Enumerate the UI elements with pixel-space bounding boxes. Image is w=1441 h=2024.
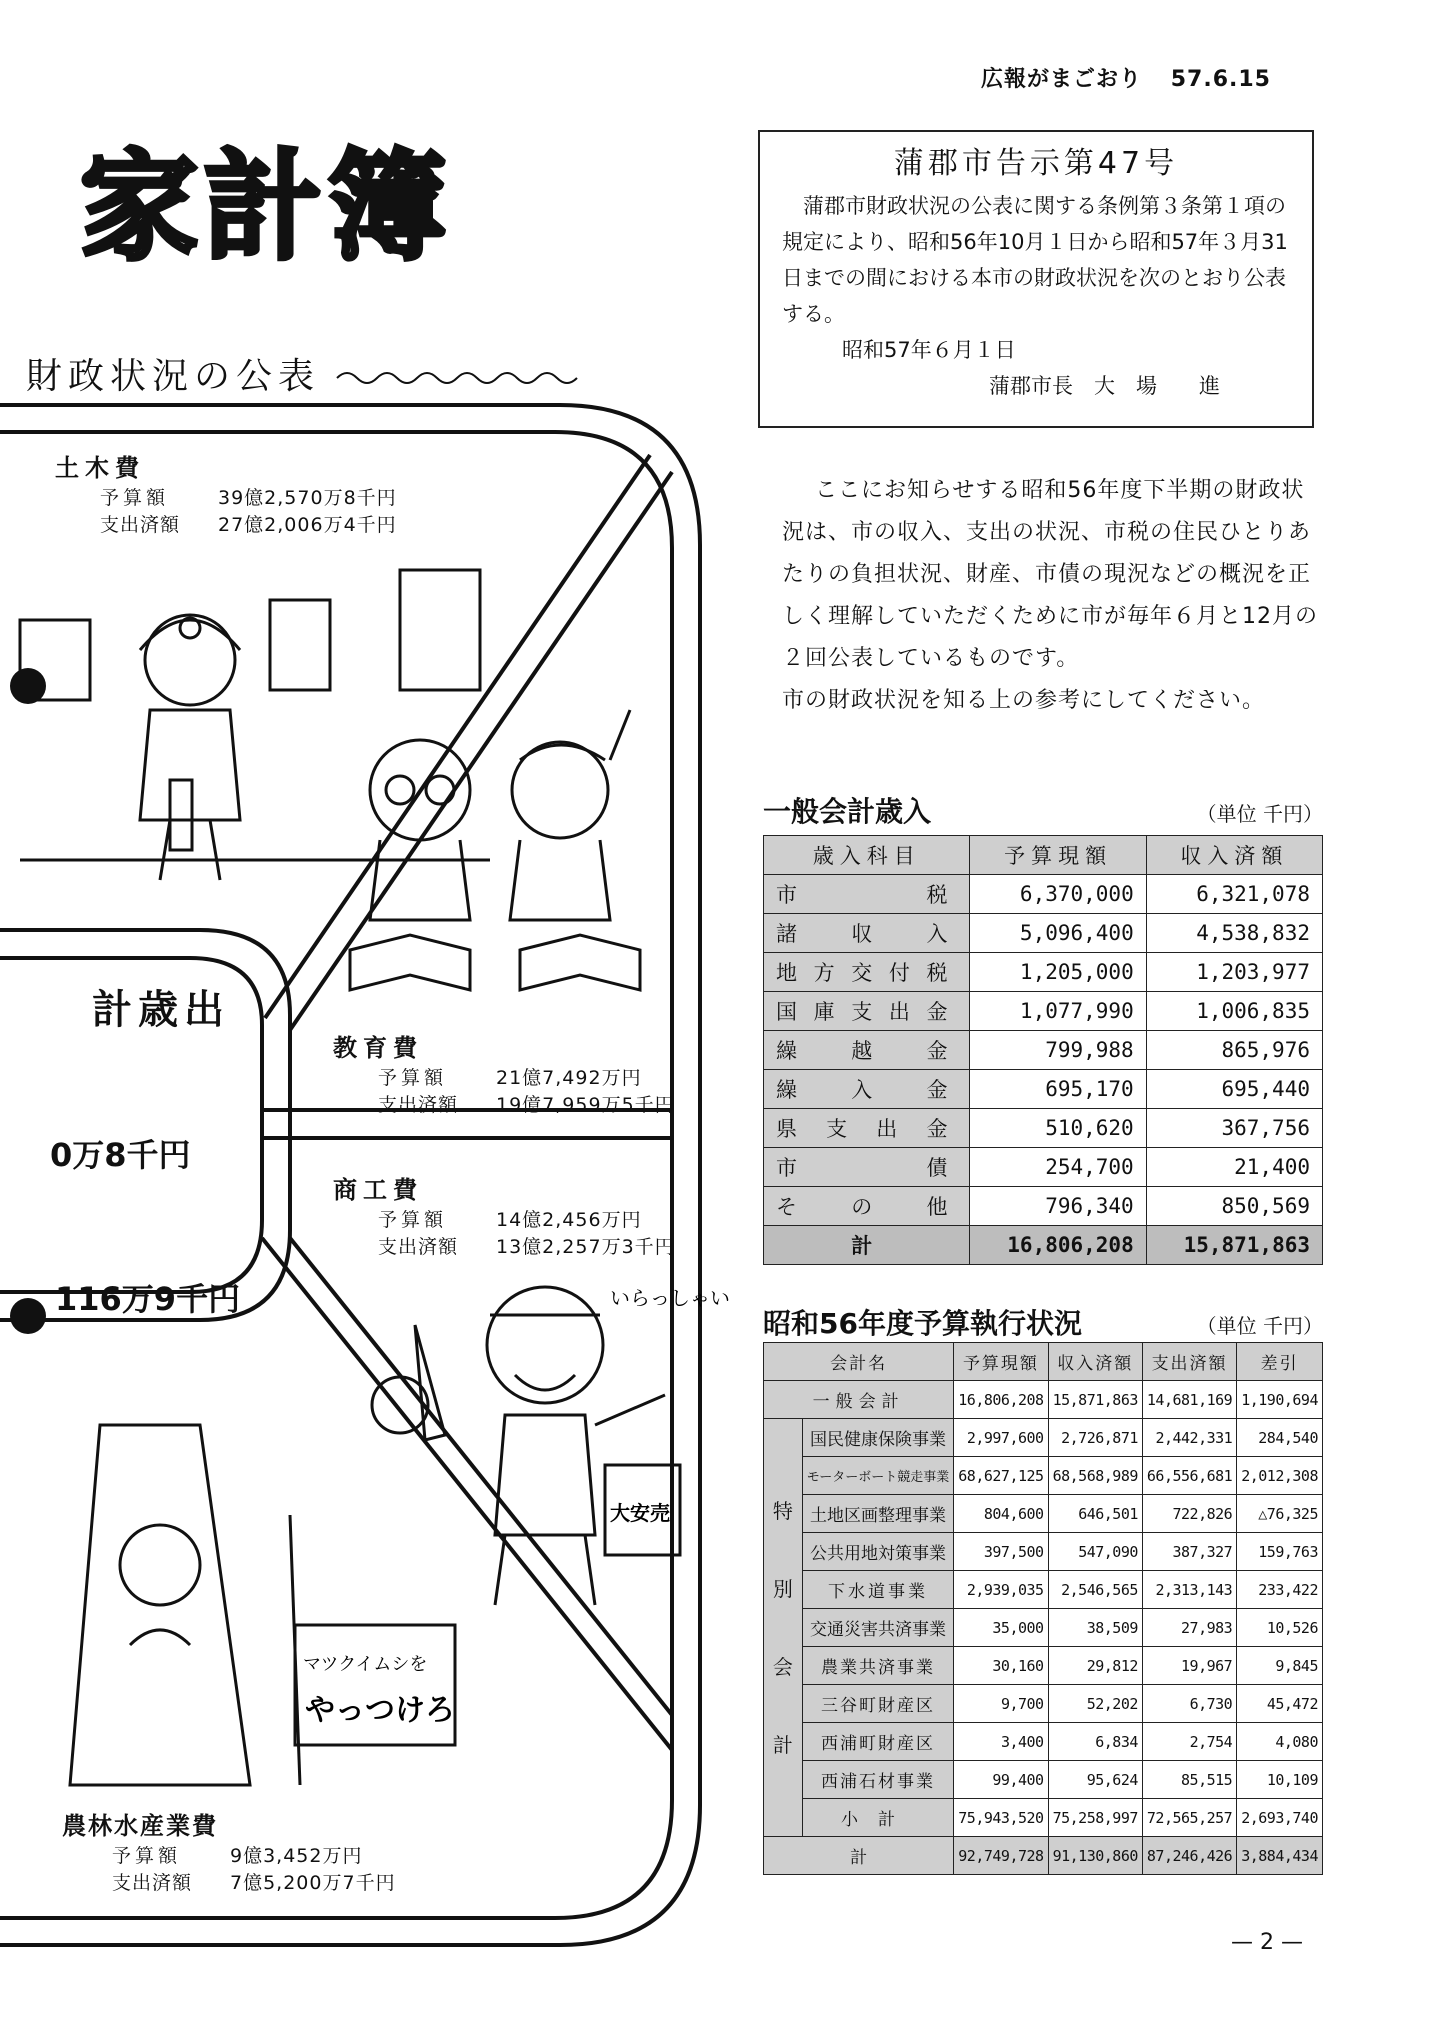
intro-paragraph-2: 市の財政状況を知る上の参考にしてください。 (782, 688, 1266, 713)
execution-table (763, 1342, 1323, 1875)
table-row: 下水道事業 2,939,035 2,546,565 2,313,143 233,422 (764, 1571, 1323, 1609)
table-row: 西浦町財産区 3,400 6,834 2,754 4,080 (764, 1723, 1323, 1761)
main-title: 家計簿 (80, 138, 453, 276)
table-row: 県支出金 510,620 367,756 (764, 1109, 1323, 1148)
masthead (981, 62, 1271, 93)
table-total-row: 計 16,806,208 15,871,863 (764, 1226, 1323, 1265)
column-header: 差引 (1237, 1343, 1323, 1381)
column-header: 会計名 (764, 1343, 954, 1381)
notice-body: 蒲郡市財政状況の公表に関する条例第３条第１項の規定により、昭和56年10月１日から昭和57年３月31日までの間における本市の財政状況を次のとおり公表する。 (782, 194, 1288, 326)
table-row: 三谷町財産区 9,700 52,202 6,730 45,472 (764, 1685, 1323, 1723)
notice-title: 蒲郡市告示第47号 (893, 146, 1179, 181)
revenue-heading (763, 790, 1323, 830)
subtitle: 財政状況の公表 (26, 348, 577, 399)
revenue-table (763, 835, 1323, 1265)
execution-heading (763, 1302, 1323, 1342)
category-norin: 農林水産業費 予算額 9億3,452万円 支出済額 7億5,200万7千円 (62, 1806, 396, 1895)
execution-title: 昭和56年度予算執行状況 (763, 1307, 1082, 1340)
column-header: 予算現額 (970, 836, 1146, 875)
table-subtotal-row: 小計 75,943,520 75,258,997 72,565,257 2,693,740 (764, 1799, 1323, 1837)
special-accounts-label: 特 別 会 計 (764, 1419, 803, 1837)
wave-decoration (337, 368, 577, 388)
table-row-general: 一般会計 16,806,208 15,871,863 14,681,169 1,190,694 (764, 1381, 1323, 1419)
intro-paragraph: ここにお知らせする昭和56年度下半期の財政状況は、市の収入、支出の状況、市税の住民ひとりあたりの負担状況、財産、市債の現況などの概況を正しく理解していただくために市が毎年６月と12月の２回公表しているものです。 (782, 478, 1318, 671)
page-number: — 2 — (1231, 1930, 1303, 1955)
column-header: 収入済額 (1146, 836, 1322, 875)
category-name: 農林水産業費 (62, 1812, 218, 1840)
column-header: 収入済額 (1048, 1343, 1142, 1381)
category-name: 教育費 (333, 1034, 423, 1062)
table-row: 地方交付税 1,205,000 1,203,977 (764, 953, 1323, 992)
execution-unit: （単位 千円） (1196, 1314, 1323, 1338)
table-header-row (764, 1343, 1323, 1381)
category-kyoiku: 教育費 予算額 21億7,492万円 支出済額 19億7,959万5千円 (333, 1028, 675, 1117)
column-header: 支出済額 (1142, 1343, 1236, 1381)
notice-signer: 蒲郡市長 大 場 進 (989, 374, 1220, 398)
table-row: 繰越金 799,988 865,976 (764, 1031, 1323, 1070)
table-row: 市債 254,700 21,400 (764, 1148, 1323, 1187)
table-row: 西浦石材事業 99,400 95,624 85,515 10,109 (764, 1761, 1323, 1799)
notice-date: 昭和57年６月１日 (842, 338, 1016, 362)
public-notice-box (758, 130, 1314, 428)
issue-date: 57.6.15 (1170, 67, 1271, 92)
revenue-unit: （単位 千円） (1196, 802, 1323, 826)
category-shoko: 商工費 予算額 14億2,456万円 支出済額 13億2,257万3千円 (333, 1170, 675, 1259)
table-row: 公共用地対策事業 397,500 547,090 387,327 159,763 (764, 1533, 1323, 1571)
center-amount-1: 0万8千円 (50, 1136, 191, 1174)
sign-text-line1: マツクイムシを (303, 1654, 428, 1675)
pine-tree-illustration (40, 1385, 460, 1795)
table-row: 諸収入 5,096,400 4,538,832 (764, 914, 1323, 953)
center-amount-2: 116万9千円 (55, 1280, 241, 1318)
intro-text (782, 470, 1322, 722)
table-header-row (764, 836, 1323, 875)
publication-name: 広報がまごおり (981, 67, 1143, 92)
store-sign-text: 大安売 (610, 1501, 670, 1525)
table-row: 土地区画整理事業 804,600 646,501 722,826 △76,325 (764, 1495, 1323, 1533)
table-row: その他 796,340 850,569 (764, 1187, 1323, 1226)
table-row: 繰入金 695,170 695,440 (764, 1070, 1323, 1109)
category-name: 商工費 (333, 1176, 423, 1204)
speech-text: いらっしゃい (610, 1286, 730, 1310)
category-name: 土木費 (55, 454, 145, 482)
table-row: 市税 6,370,000 6,321,078 (764, 875, 1323, 914)
bullet-dot (10, 1298, 46, 1334)
table-row: 特 別 会 計 国民健康保険事業 2,997,600 2,726,871 2,442,331 284,540 (764, 1419, 1323, 1457)
column-header: 予算現額 (954, 1343, 1048, 1381)
table-row: 農業共済事業 30,160 29,812 19,967 9,845 (764, 1647, 1323, 1685)
column-header: 歳入科目 (764, 836, 970, 875)
revenue-title: 一般会計歳入 (763, 795, 932, 828)
sign-text-line2: やっつけろ (305, 1693, 455, 1728)
center-title: 計歳出 (92, 987, 230, 1033)
table-row: モーターボート競走事業 68,627,125 68,568,989 66,556,681 2,012,308 (764, 1457, 1323, 1495)
table-total-row: 計 92,749,728 91,130,860 87,246,426 3,884,434 (764, 1837, 1323, 1875)
table-row: 国庫支出金 1,077,990 1,006,835 (764, 992, 1323, 1031)
category-doboku: 土木費 予算額 39億2,570万8千円 支出済額 27億2,006万4千円 (55, 448, 397, 537)
students-illustration (330, 700, 670, 1000)
table-row: 交通災害共済事業 35,000 38,509 27,983 10,526 (764, 1609, 1323, 1647)
